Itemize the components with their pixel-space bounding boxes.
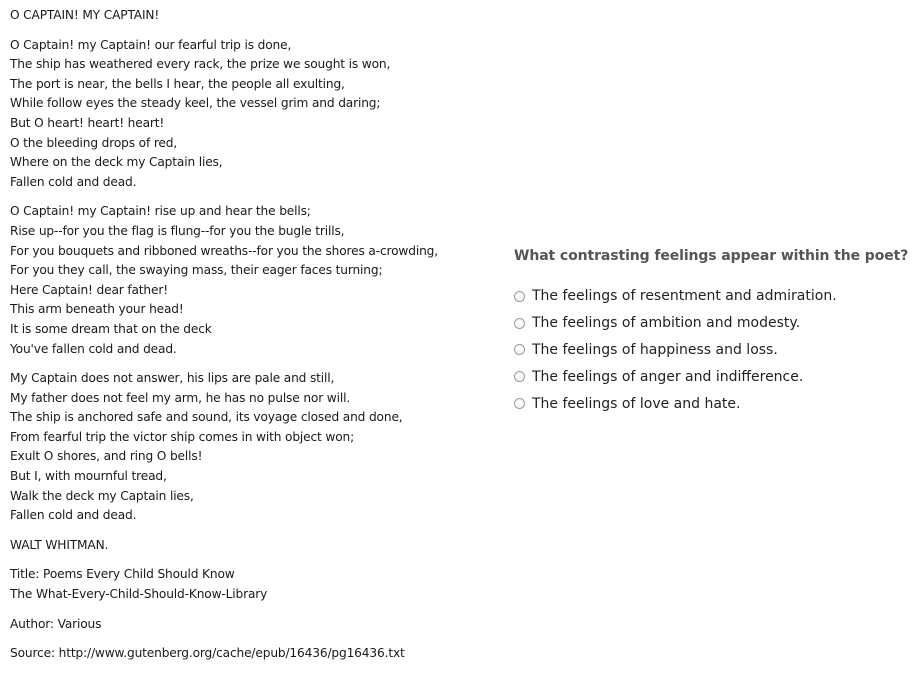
question-panel [514, 245, 909, 417]
poem-line: O Captain! my Captain! our fearful trip is done, [10, 37, 292, 52]
answer-option[interactable] [514, 283, 909, 310]
poem-line: O Captain! my Captain! rise up and hear the bells; [10, 204, 311, 219]
poem-title: O CAPTAIN! MY CAPTAIN! [10, 8, 160, 22]
answer-option[interactable] [514, 363, 909, 390]
answer-option-label: The feelings of resentment and admiration. [532, 288, 837, 305]
answer-option[interactable] [514, 310, 909, 337]
poem-line: Fallen cold and dead. [10, 508, 137, 523]
source-line: Source: http://www.gutenberg.org/cache/epub/16436/pg16436.txt [10, 646, 405, 661]
passage-panel [10, 6, 490, 674]
radio-button[interactable] [514, 398, 525, 409]
poem-line: Here Captain! dear father! [10, 282, 168, 297]
poet-name: WALT WHITMAN. [10, 537, 109, 552]
radio-button[interactable] [514, 318, 525, 329]
poem-line: But I, with mournful tread, [10, 469, 167, 484]
question-text: What contrasting feelings appear within the poet? [514, 248, 909, 264]
poem-line: Walk the deck my Captain lies, [10, 488, 194, 503]
poem-line: It is some dream that on the deck [10, 321, 212, 336]
stanza-3 [10, 369, 490, 526]
radio-button[interactable] [514, 371, 525, 382]
poem-line: The ship has weathered every rack, the prize we sought is won, [10, 57, 391, 72]
answer-option-label: The feelings of ambition and modesty. [532, 315, 801, 332]
poem-line: For you they call, the swaying mass, their eager faces turning; [10, 263, 383, 278]
stanza-1 [10, 36, 490, 193]
poem-line: From fearful trip the victor ship comes in with object won; [10, 429, 355, 444]
poem-line: This arm beneath your head! [10, 302, 184, 317]
answer-option[interactable] [514, 337, 909, 364]
radio-button[interactable] [514, 344, 525, 355]
poem-line: While follow eyes the steady keel, the vessel grim and daring; [10, 96, 381, 111]
poem-line: You've fallen cold and dead. [10, 341, 177, 356]
answer-option-label: The feelings of love and hate. [532, 395, 741, 412]
radio-button[interactable] [514, 291, 525, 302]
poem-line: O the bleeding drops of red, [10, 135, 178, 150]
poem-line: The ship is anchored safe and sound, its voyage closed and done, [10, 410, 403, 425]
poem-line: For you bouquets and ribboned wreaths--for you the shores a-crowding, [10, 243, 438, 258]
answer-option[interactable] [514, 390, 909, 417]
answer-option-label: The feelings of happiness and loss. [532, 341, 778, 358]
author-line: Author: Various [10, 616, 102, 631]
poem-line: Exult O shores, and ring O bells! [10, 449, 203, 464]
poem-line: Where on the deck my Captain lies, [10, 155, 223, 170]
stanza-2 [10, 202, 490, 359]
library-name: The What-Every-Child-Should-Know-Library [10, 587, 268, 602]
answer-option-label: The feelings of anger and indifference. [532, 368, 804, 385]
poem-line: My Captain does not answer, his lips are pale and still, [10, 371, 335, 386]
poem-line: Fallen cold and dead. [10, 174, 137, 189]
book-title: Title: Poems Every Child Should Know [10, 567, 235, 582]
poem-line: The port is near, the bells I hear, the people all exulting, [10, 76, 345, 91]
poem-line: My father does not feel my arm, he has no pulse nor will. [10, 390, 351, 405]
book-title-block [10, 565, 490, 604]
poem-line: But O heart! heart! heart! [10, 115, 165, 130]
poem-line: Rise up--for you the flag is flung--for you the bugle trills, [10, 223, 345, 238]
